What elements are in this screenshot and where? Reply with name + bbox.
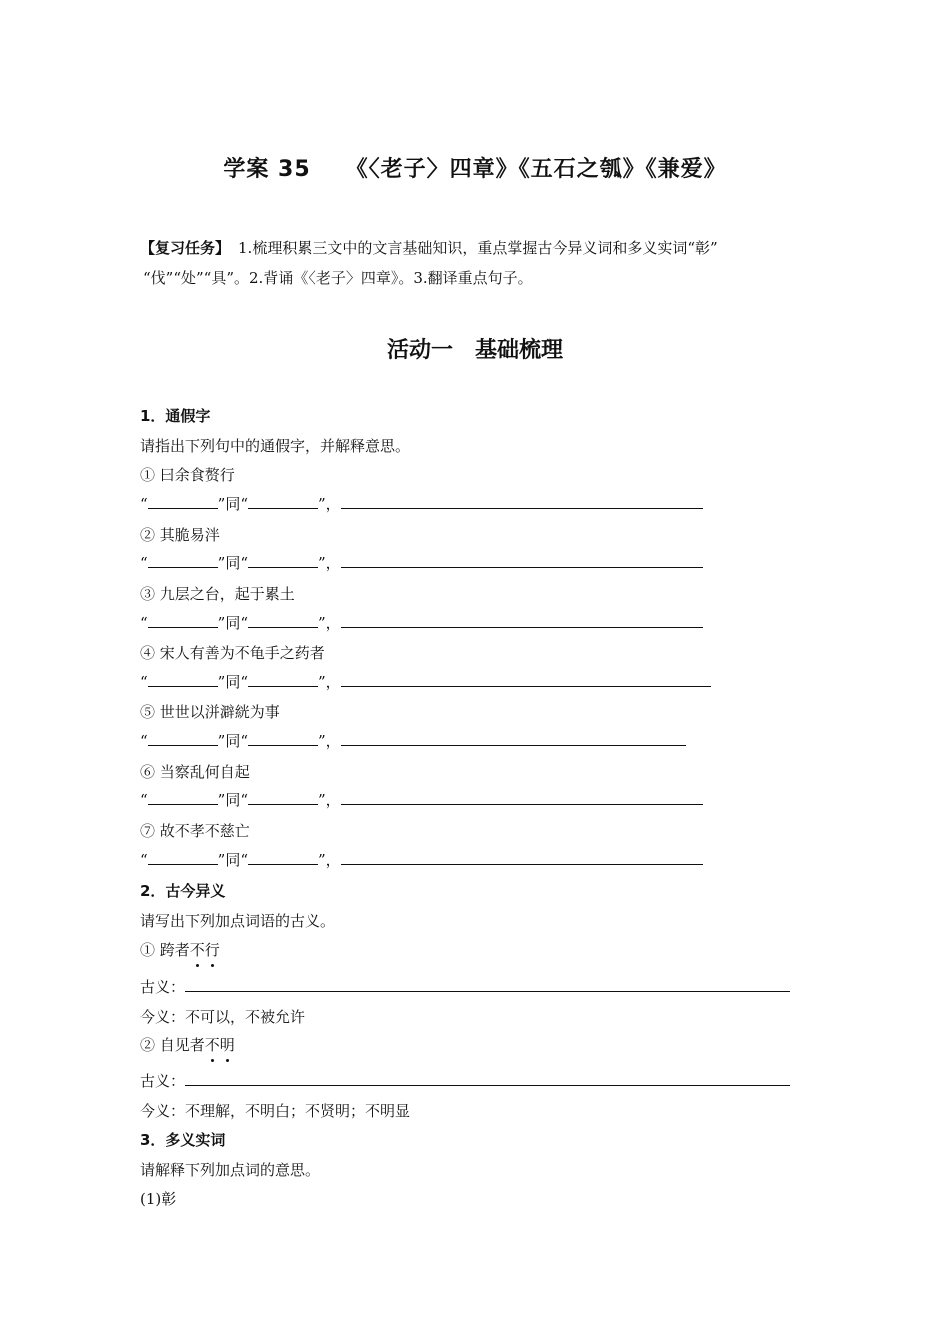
section-instruction-tongjiazi: 请指出下列句中的通假字，并解释意思。 — [140, 437, 411, 455]
emphasized-char: 明 — [219, 1036, 235, 1054]
blank-tong-char[interactable] — [248, 613, 318, 628]
blank-meaning[interactable] — [341, 731, 686, 746]
tongjiazi-item-7: ⑦ 故不孝不慈亡 — [140, 822, 250, 840]
gujinyiyi-jin-row-1: 今义：不可以，不被允许 — [140, 1008, 306, 1026]
tongjiazi-fill-row-1: “ ”同“ ”， — [140, 494, 703, 514]
gujinyiyi-jin-row-2: 今义：不理解，不明白；不贤明；不明显 — [140, 1102, 411, 1120]
emphasized-char: 行 — [204, 941, 220, 959]
duoyishici-item-1: (1)彰 — [140, 1190, 177, 1208]
gujinyiyi-gu-row-2: 古义： — [140, 1071, 790, 1091]
blank-tong-char[interactable] — [248, 672, 318, 687]
blank-tong-char[interactable] — [248, 494, 318, 509]
blank-char[interactable] — [148, 553, 218, 568]
blank-meaning[interactable] — [341, 494, 703, 509]
emphasized-char: 不 — [204, 1036, 220, 1054]
section-instruction-gujinyiyi: 请写出下列加点词语的古义。 — [140, 912, 336, 930]
blank-char[interactable] — [148, 850, 218, 865]
blank-tong-char[interactable] — [248, 553, 318, 568]
tongjiazi-fill-row-6: “ ”同“ ”， — [140, 790, 703, 810]
gujinyiyi-gu-row-1: 古义： — [140, 977, 790, 997]
blank-gu-meaning[interactable] — [185, 1071, 790, 1086]
emphasized-char: 不 — [189, 941, 205, 959]
tongjiazi-fill-row-7: “ ”同“ ”， — [140, 850, 703, 870]
tongjiazi-item-4: ④ 宋人有善为不龟手之药者 — [140, 644, 325, 662]
tongjiazi-item-5: ⑤ 世世以洴澼絖为事 — [140, 703, 280, 721]
blank-meaning[interactable] — [341, 553, 703, 568]
tongjiazi-item-3: ③ 九层之台，起于累土 — [140, 585, 295, 603]
tongjiazi-item-2: ② 其脆易泮 — [140, 526, 220, 544]
tongjiazi-item-6: ⑥ 当察乱何自起 — [140, 763, 250, 781]
blank-char[interactable] — [148, 613, 218, 628]
blank-meaning[interactable] — [341, 672, 711, 687]
tongjiazi-fill-row-3: “ ”同“ ”， — [140, 613, 703, 633]
gujinyiyi-item-1: ① 跨者不行 — [140, 941, 220, 959]
section-heading-tongjiazi: 1．通假字 — [140, 407, 211, 425]
blank-meaning[interactable] — [341, 613, 703, 628]
tongjiazi-item-1: ① 曰余食赘行 — [140, 466, 235, 484]
blank-char[interactable] — [148, 731, 218, 746]
tongjiazi-fill-row-2: “ ”同“ ”， — [140, 553, 703, 573]
tongjiazi-fill-row-5: “ ”同“ ”， — [140, 731, 686, 751]
blank-char[interactable] — [148, 790, 218, 805]
review-task-tag: 【复习任务】 — [140, 239, 231, 257]
section-heading-duoyishici: 3．多义实词 — [140, 1131, 226, 1149]
blank-tong-char[interactable] — [248, 850, 318, 865]
review-task-line-1 — [140, 238, 718, 258]
blank-char[interactable] — [148, 494, 218, 509]
review-task-line-2: “伐”“处”“具”。2.背诵《〈老子〉四章》。3.翻译重点句子。 — [143, 269, 533, 287]
blank-gu-meaning[interactable] — [185, 977, 790, 992]
blank-meaning[interactable] — [341, 790, 703, 805]
section-instruction-duoyishici: 请解释下列加点词的意思。 — [140, 1161, 321, 1179]
review-task-text-1: 1.梳理积累三文中的文言基础知识，重点掌握古今异义词和多义实词“彰” — [238, 239, 718, 257]
blank-tong-char[interactable] — [248, 731, 318, 746]
page-title: 学案 35 《〈老子〉四章》《五石之瓠》《兼爱》 — [223, 157, 727, 182]
tongjiazi-fill-row-4: “ ”同“ ”， — [140, 672, 711, 692]
blank-tong-char[interactable] — [248, 790, 318, 805]
section-heading-gujinyiyi: 2．古今异义 — [140, 882, 226, 900]
blank-char[interactable] — [148, 672, 218, 687]
blank-meaning[interactable] — [341, 850, 703, 865]
activity-title: 活动一 基础梳理 — [386, 338, 563, 363]
gujinyiyi-item-2: ② 自见者不明 — [140, 1036, 235, 1054]
